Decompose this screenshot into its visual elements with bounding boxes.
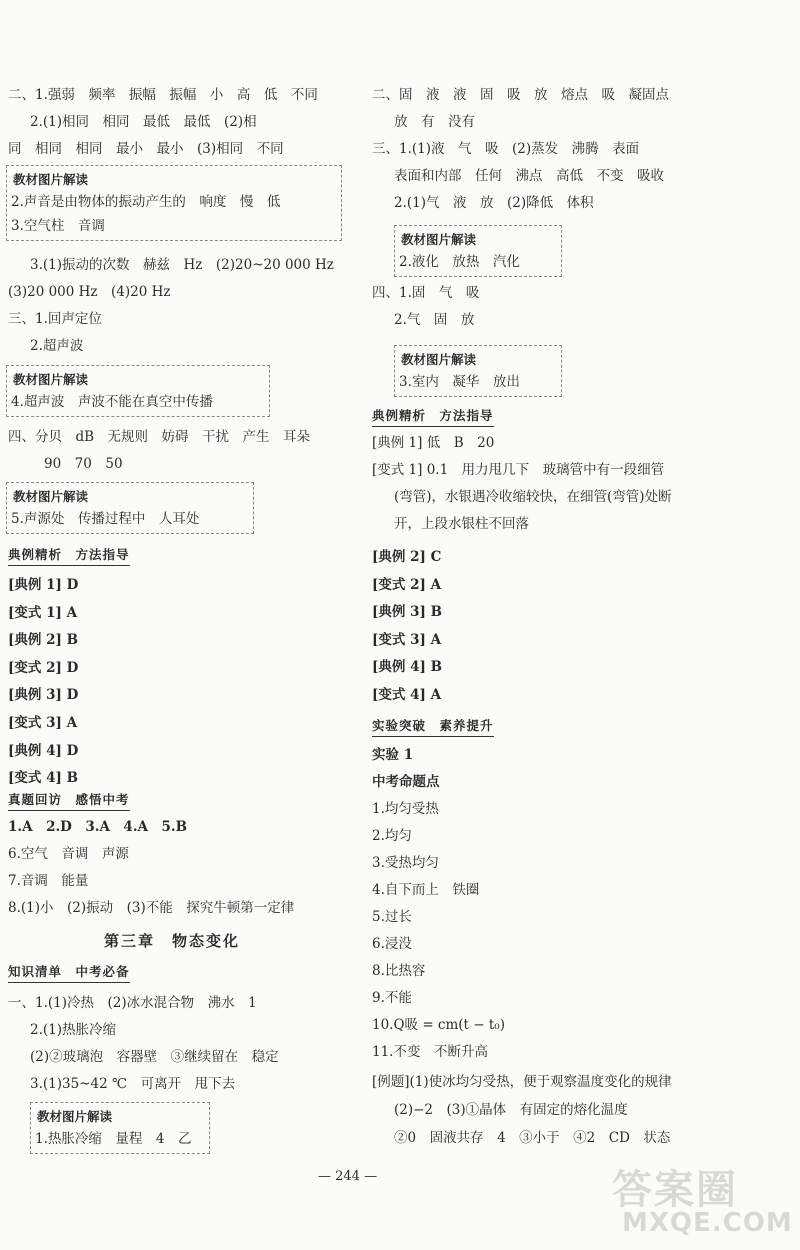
textbook-figure-box [6, 365, 270, 417]
example-answer-row [8, 742, 78, 760]
example-answer-row [8, 714, 77, 732]
watermark-logo [612, 1158, 792, 1244]
answer-line: 一、1.(1)冷热 (2)冰水混合物 沸水 1 [8, 995, 257, 1011]
section-heading: 典例精析 方法指导 [372, 406, 494, 427]
example-value: D [66, 742, 79, 759]
example-label: [典例 2] [372, 549, 426, 565]
box-line: 4.超声波 声波不能在真空中传播 [11, 394, 213, 410]
answer-line: 90 70 50 [44, 456, 123, 472]
answer-line: 2.超声波 [30, 338, 84, 354]
answer-line: 同 相同 相同 最小 最小 (3)相同 不同 [8, 141, 284, 157]
example-answer-row [8, 631, 78, 649]
section-heading: 知识清单 中考必备 [8, 962, 130, 983]
example-value: A [66, 715, 78, 731]
answer-line: [变式 1] 0.1 用力甩几下 玻璃管中有一段细管 [372, 462, 665, 478]
textbook-figure-box [6, 165, 342, 241]
example-label: [变式 2] [8, 659, 62, 676]
answer-line: 3.(1)35~42 ℃ 可离开 甩下去 [30, 1076, 236, 1092]
answer-line: 2.(1)气 液 放 (2)降低 体积 [394, 195, 594, 211]
answer-line: 放 有 没有 [394, 114, 475, 130]
box-line: 5.声源处 传播过程中 人耳处 [11, 511, 200, 527]
page-number: — 244 — [318, 1169, 378, 1184]
example-value: C [430, 549, 442, 565]
textbook-figure-box [30, 1102, 210, 1154]
answer-line: [典例 1] 低 B 20 [372, 435, 495, 451]
example-answer-row [8, 769, 78, 787]
example-answer-row [372, 603, 442, 621]
textbook-figure-box [6, 482, 254, 534]
box-title: 教材图片解读 [401, 232, 477, 247]
answer-line: 2.均匀 [372, 828, 412, 844]
answer-line: 8.比热容 [372, 963, 426, 979]
example-value: A [430, 631, 442, 648]
box-title: 教材图片解读 [13, 172, 89, 187]
textbook-figure-box [394, 345, 562, 397]
example-value: B [430, 604, 442, 621]
watermark-main-text: 答案圈 [612, 1167, 738, 1213]
chapter-title: 第三章 物态变化 [104, 932, 241, 950]
box-line: 3.室内 凝华 放出 [399, 374, 520, 390]
answer-line: (2)②玻璃泡 容器壁 ③继续留在 稳定 [30, 1049, 279, 1065]
answer-line: 1.A 2.D 3.A 4.A 5.B [8, 819, 188, 835]
box-line: 2.声音是由物体的振动产生的 响度 慢 低 [11, 194, 281, 210]
answer-line: (弯管)，水银遇冷收缩较快，在细管(弯管)处断 [394, 489, 672, 505]
answer-line: ②0 固液共存 4 ③小于 ④2 CD 状态 [394, 1130, 671, 1146]
example-label: [变式 3] [372, 631, 426, 648]
answer-line: 8.(1)小 (2)振动 (3)不能 探究牛顿第一定律 [8, 900, 295, 916]
answer-line: 三、1.回声定位 [8, 311, 102, 327]
answer-line: (3)20 000 Hz (4)20 Hz [8, 284, 171, 300]
answer-line: (2)−2 (3)①晶体 有固定的熔化温度 [394, 1102, 628, 1118]
box-title: 教材图片解读 [37, 1109, 113, 1124]
example-value: D [66, 659, 79, 676]
example-answer-row [372, 548, 441, 566]
example-value: B [66, 770, 78, 787]
answer-line: 实验 1 [372, 747, 414, 763]
example-label: [典例 3] [372, 604, 426, 621]
answer-line: 1.均匀受热 [372, 801, 439, 817]
answer-line: 6.空气 音调 声源 [8, 846, 129, 862]
box-title: 教材图片解读 [13, 489, 89, 504]
example-answer-row [372, 576, 441, 594]
answer-line: 二、固 液 液 固 吸 放 熔点 吸 凝固点 [372, 87, 669, 103]
answer-line: 3.(1)振动的次数 赫兹 Hz (2)20~20 000 Hz [30, 257, 334, 273]
example-value: B [430, 659, 442, 676]
example-label: [典例 2] [8, 632, 62, 649]
example-answer-row [8, 576, 78, 594]
answer-line: 开，上段水银柱不回落 [394, 516, 529, 532]
answer-line: [例题](1)使冰均匀受热，便于观察温度变化的规律 [372, 1074, 672, 1090]
box-line: 3.空气柱 音调 [11, 218, 105, 234]
example-label: [变式 3] [8, 715, 62, 731]
example-value: A [430, 687, 442, 703]
answer-line: 11.不变 不断升高 [372, 1044, 488, 1060]
answer-line: 表面和内部 任何 沸点 高低 不变 吸收 [394, 168, 664, 184]
example-label: [典例 3] [8, 687, 62, 704]
example-answer-row [8, 659, 78, 677]
answer-line: 二、1.强弱 频率 振幅 振幅 小 高 低 不同 [8, 87, 318, 103]
example-answer-row [372, 686, 441, 704]
example-label: [典例 1] [8, 577, 62, 593]
answer-line: 2.气 固 放 [394, 312, 475, 328]
example-label: [典例 4] [372, 659, 426, 676]
answer-line: 中考命题点 [372, 774, 440, 790]
example-value: D [66, 577, 79, 593]
example-answer-row [372, 658, 442, 676]
box-title: 教材图片解读 [13, 372, 89, 387]
answer-line: 四、分贝 dB 无规则 妨碍 干扰 产生 耳朵 [8, 429, 311, 445]
box-title: 教材图片解读 [401, 352, 477, 367]
example-answer-row [8, 686, 78, 704]
example-value: B [66, 632, 78, 649]
section-heading: 真题回访 感悟中考 [8, 790, 130, 811]
example-label: [典例 4] [8, 742, 62, 759]
watermark-url-text: MXQE.COM [622, 1208, 793, 1238]
example-label: [变式 4] [372, 687, 426, 703]
answer-line: 4.自下而上 铁圈 [372, 882, 480, 898]
answer-line: 10.Q吸 = cm(t − t₀) [372, 1017, 505, 1033]
answer-line: 5.过长 [372, 909, 412, 925]
example-label: [变式 2] [372, 576, 426, 593]
section-heading: 实验突破 素养提升 [372, 716, 494, 737]
example-value: D [66, 687, 79, 704]
answer-line: 9.不能 [372, 990, 412, 1006]
section-heading: 典例精析 方法指导 [8, 545, 130, 566]
answer-line: 2.(1)热胀冷缩 [30, 1022, 117, 1038]
box-line: 1.热胀冷缩 量程 4 乙 [35, 1131, 192, 1147]
example-value: A [430, 576, 442, 593]
answer-line: 四、1.固 气 吸 [372, 285, 480, 301]
answer-line: 三、1.(1)液 气 吸 (2)蒸发 沸腾 表面 [372, 141, 640, 157]
example-answer-row [372, 631, 441, 649]
example-answer-row [8, 604, 77, 622]
answer-line: 7.音调 能量 [8, 873, 89, 889]
answer-line: 3.受热均匀 [372, 855, 439, 871]
box-line: 2.液化 放热 汽化 [399, 254, 520, 270]
answer-line: 2.(1)相同 相同 最低 最低 (2)相 [30, 114, 257, 130]
example-label: [变式 4] [8, 770, 62, 787]
textbook-figure-box [394, 225, 562, 277]
answer-line: 6.浸没 [372, 936, 412, 952]
example-label: [变式 1] [8, 604, 62, 621]
example-value: A [66, 604, 78, 621]
